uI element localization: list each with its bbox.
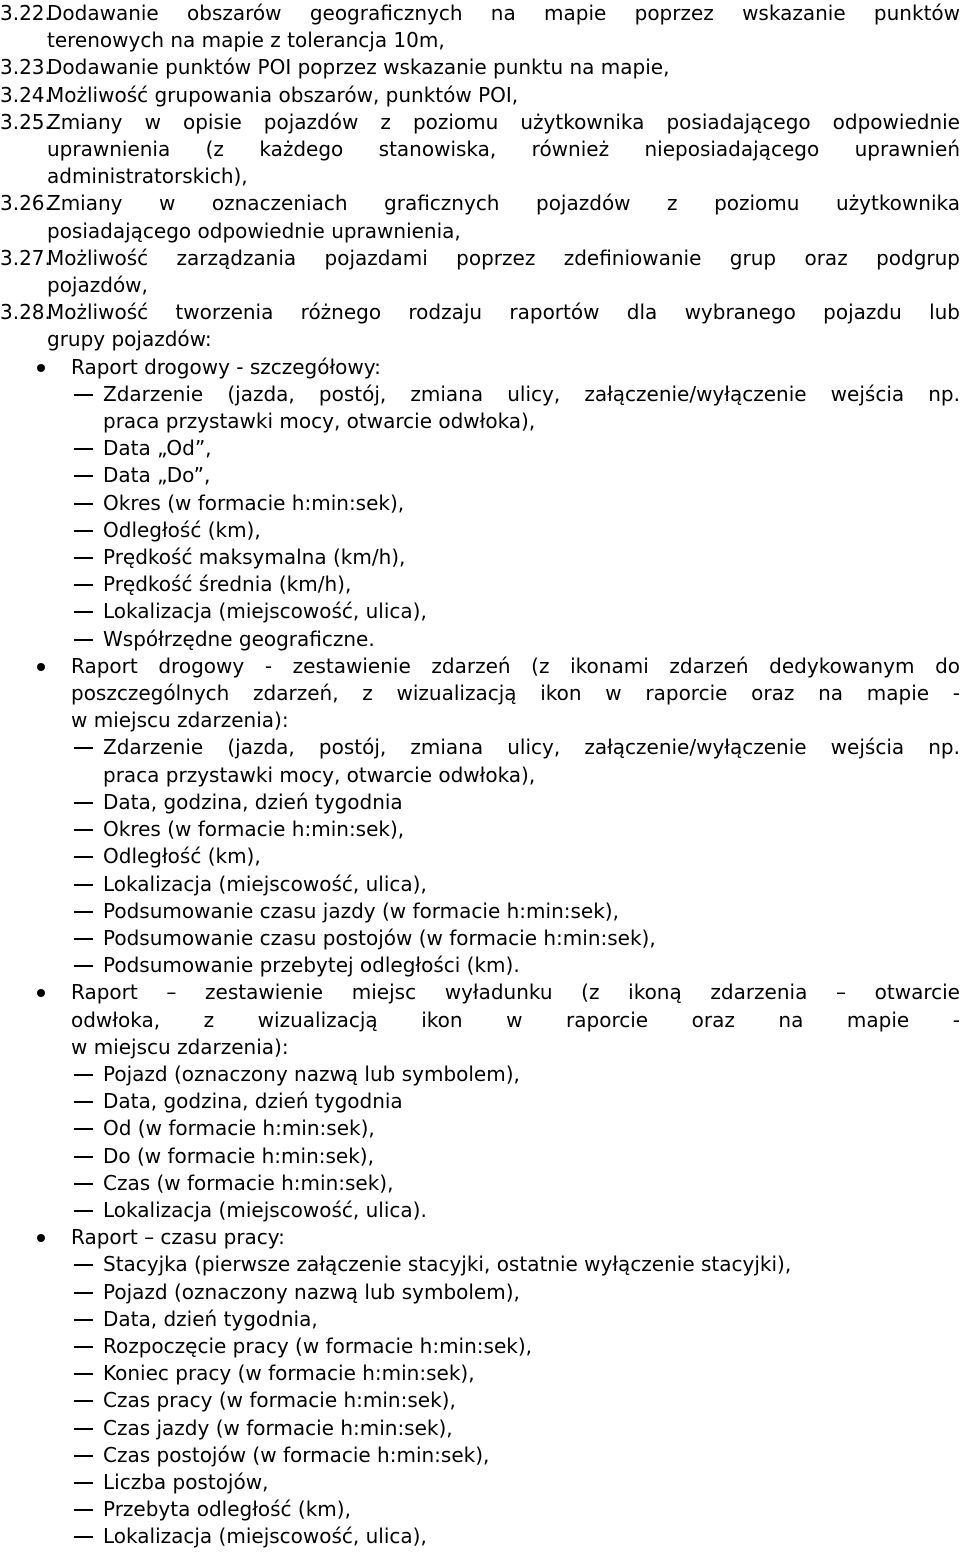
report-subitem	[0, 789, 960, 816]
dash-icon	[74, 1455, 93, 1457]
dash-icon	[74, 1101, 93, 1103]
dash-icon	[74, 448, 93, 450]
subitem-text-line: Współrzędne geograficzne.	[103, 626, 375, 651]
dash-icon	[74, 1128, 93, 1130]
subitem-text-line: Data, godzina, dzień tygodnia	[103, 789, 403, 814]
subitem-text-line: Zdarzenie (jazda, postój, zmiana ulicy, załączenie/wyłączenie wejścia np.	[103, 381, 960, 406]
report-subitem	[0, 1143, 960, 1170]
subitem-text-line: Liczba postojów,	[103, 1469, 269, 1494]
subitem-text-line: Od (w formacie h:min:sek),	[103, 1116, 375, 1141]
bullet-dot	[37, 663, 45, 671]
subitem-text-line: praca przystawki mocy, otwarcie odwłoka),	[103, 762, 536, 787]
report-subitem	[0, 1251, 960, 1278]
subitem-text-line: Prędkość średnia (km/h),	[103, 572, 352, 597]
report-subitem	[0, 898, 960, 925]
item-3-27	[0, 245, 960, 299]
item-3-22	[0, 0, 960, 54]
subitem-text-line: Pojazd (oznaczony nazwą lub symbolem),	[103, 1061, 520, 1086]
report-subitem	[0, 871, 960, 898]
report-subitem	[0, 598, 960, 625]
report-subitem	[0, 1523, 960, 1550]
dash-icon	[74, 884, 93, 886]
item-text-line: terenowych na mapie z tolerancja 10m,	[47, 28, 445, 53]
dash-icon	[74, 1400, 93, 1402]
item-3-24	[0, 82, 960, 109]
dash-icon	[74, 503, 93, 505]
report-subitem	[0, 626, 960, 653]
report-subitem	[0, 462, 960, 489]
report-title-line: poszczególnych zdarzeń, z wizualizacją ikon w raporcie oraz na mapie -	[71, 681, 960, 706]
dash-icon	[74, 1373, 93, 1375]
report-title-line: Raport drogowy - zestawienie zdarzeń (z ikonami zdarzeń dedykowanym do	[71, 653, 960, 678]
subitem-text-line: Rozpoczęcie pracy (w formacie h:min:sek),	[103, 1333, 532, 1358]
report-subitem	[0, 1469, 960, 1496]
subitem-text-line: Data, godzina, dzień tygodnia	[103, 1089, 403, 1114]
report-subitem	[0, 1442, 960, 1469]
dash-icon	[74, 475, 93, 477]
report-subitem	[0, 435, 960, 462]
report-subitem	[0, 1387, 960, 1414]
dash-icon	[74, 829, 93, 831]
report-subitem	[0, 1088, 960, 1115]
subitem-text-line: Czas (w formacie h:min:sek),	[103, 1170, 394, 1195]
item-text-line: Dodawanie obszarów geograficznych na mapie poprzez wskazanie punktów	[47, 1, 960, 25]
dash-icon	[74, 965, 93, 967]
report-bullet	[0, 354, 960, 381]
subitem-text-line: Podsumowanie czasu jazdy (w formacie h:min:sek),	[103, 898, 619, 923]
report-subitem	[0, 1333, 960, 1360]
report-subitem	[0, 734, 960, 788]
report-title: Raport drogowy - szczegółowy:	[71, 354, 381, 379]
dash-icon	[74, 747, 93, 749]
item-text-line: uprawnienia (z każdego stanowiska, również nieposiadającego uprawnień	[47, 137, 960, 162]
item-number: 3.22.	[0, 1, 51, 25]
dash-icon	[74, 1319, 93, 1321]
report-bullet	[0, 1224, 960, 1251]
dash-icon	[74, 1482, 93, 1484]
dash-icon	[74, 856, 93, 858]
report-subitem	[0, 1170, 960, 1197]
report-bullet	[0, 653, 960, 735]
item-3-28	[0, 299, 960, 353]
subitem-text-line: Odległość (km),	[103, 844, 261, 869]
dash-icon	[74, 1292, 93, 1294]
item-text-line: administratorskich),	[47, 164, 248, 189]
report-subitem	[0, 1115, 960, 1142]
subitem-text-line: Data „Do”,	[103, 463, 211, 488]
dash-icon	[74, 394, 93, 396]
dash-icon	[74, 611, 93, 613]
report-subitem	[0, 381, 960, 435]
item-3-25	[0, 109, 960, 191]
report-title: Raport – czasu pracy:	[71, 1225, 285, 1250]
dash-icon	[74, 1346, 93, 1348]
item-text-line: Możliwość tworzenia różnego rodzaju raportów dla wybranego pojazdu lub	[47, 300, 960, 325]
dash-icon	[74, 639, 93, 641]
subitem-text-line: Lokalizacja (miejscowość, ulica),	[103, 599, 427, 624]
report-title-line: Raport – zestawienie miejsc wyładunku (z ikoną zdarzenia – otwarcie	[71, 980, 960, 1005]
report-subitem	[0, 1279, 960, 1306]
item-number: 3.26.	[0, 191, 51, 216]
report-subitem	[0, 1061, 960, 1088]
item-3-23	[0, 54, 960, 81]
report-subitem	[0, 925, 960, 952]
item-number: 3.28.	[0, 300, 51, 325]
subitem-text-line: Zdarzenie (jazda, postój, zmiana ulicy, załączenie/wyłączenie wejścia np.	[103, 735, 960, 760]
dash-icon	[74, 1183, 93, 1185]
report-subitem	[0, 517, 960, 544]
subitem-text-line: Prędkość maksymalna (km/h),	[103, 545, 406, 570]
report-subitem	[0, 816, 960, 843]
report-subitem	[0, 1415, 960, 1442]
item-number: 3.27.	[0, 245, 51, 270]
dash-icon	[74, 1428, 93, 1430]
subitem-text-line: Stacyjka (pierwsze załączenie stacyjki, ostatnie wyłączenie stacyjki),	[103, 1252, 792, 1277]
item-text-line: pojazdów,	[47, 273, 148, 298]
report-subitem	[0, 490, 960, 517]
report-subitem	[0, 952, 960, 979]
subitem-text-line: Okres (w formacie h:min:sek),	[103, 817, 405, 842]
dash-icon	[74, 1210, 93, 1212]
report-title-line: w miejscu zdarzenia):	[71, 708, 289, 733]
dash-icon	[74, 911, 93, 913]
dash-icon	[74, 530, 93, 532]
subitem-text-line: Przebyta odległość (km),	[103, 1497, 351, 1522]
dash-icon	[74, 1536, 93, 1538]
dash-icon	[74, 1074, 93, 1076]
dash-icon	[74, 557, 93, 559]
dash-icon	[74, 938, 93, 940]
subitem-text-line: Pojazd (oznaczony nazwą lub symbolem),	[103, 1279, 520, 1304]
subitem-text-line: Odległość (km),	[103, 517, 261, 542]
item-number: 3.23.	[0, 55, 51, 80]
report-bullet	[0, 979, 960, 1061]
dash-icon	[74, 1156, 93, 1158]
subitem-text-line: Do (w formacie h:min:sek),	[103, 1143, 374, 1168]
subitem-text-line: Okres (w formacie h:min:sek),	[103, 490, 405, 515]
item-text-line: Zmiany w opisie pojazdów z poziomu użytkownika posiadającego odpowiednie	[47, 109, 960, 134]
dash-icon	[74, 584, 93, 586]
subitem-text-line: Podsumowanie przebytej odległości (km).	[103, 953, 520, 978]
item-text-line: Zmiany w oznaczeniach graficznych pojazdów z poziomu użytkownika	[47, 191, 960, 216]
subitem-text-line: praca przystawki mocy, otwarcie odwłoka),	[103, 409, 536, 434]
subitem-text-line: Data, dzień tygodnia,	[103, 1306, 318, 1331]
report-subitem	[0, 843, 960, 870]
subitem-text-line: Czas pracy (w formacie h:min:sek),	[103, 1388, 456, 1413]
report-subitem	[0, 1197, 960, 1224]
report-title-line: odwłoka, z wizualizacją ikon w raporcie oraz na mapie -	[71, 1007, 960, 1032]
report-title-line: w miejscu zdarzenia):	[71, 1034, 289, 1059]
item-3-26	[0, 190, 960, 244]
item-text-line: grupy pojazdów:	[47, 327, 212, 352]
report-subitem	[0, 1360, 960, 1387]
dash-icon	[74, 1509, 93, 1511]
bullet-dot	[37, 364, 45, 372]
bullet-dot	[37, 1234, 45, 1242]
report-subitem	[0, 571, 960, 598]
subitem-text-line: Koniec pracy (w formacie h:min:sek),	[103, 1361, 475, 1386]
item-text-line: Dodawanie punktów POI poprzez wskazanie punktu na mapie,	[47, 55, 670, 80]
dash-icon	[74, 802, 93, 804]
subitem-text-line: Lokalizacja (miejscowość, ulica).	[103, 1197, 427, 1222]
report-subitem	[0, 1306, 960, 1333]
item-number: 3.24.	[0, 82, 51, 107]
dash-icon	[74, 1264, 93, 1266]
subitem-text-line: Data „Od”,	[103, 436, 212, 461]
item-text-line: Możliwość zarządzania pojazdami poprzez zdefiniowanie grup oraz podgrup	[47, 245, 960, 270]
item-text-line: posiadającego odpowiednie uprawnienia,	[47, 218, 461, 243]
subitem-text-line: Lokalizacja (miejscowość, ulica),	[103, 1524, 427, 1549]
bullet-dot	[37, 989, 45, 997]
report-subitem	[0, 544, 960, 571]
subitem-text-line: Czas postojów (w formacie h:min:sek),	[103, 1442, 490, 1467]
item-text-line: Możliwość grupowania obszarów, punktów POI,	[47, 82, 519, 107]
subitem-text-line: Lokalizacja (miejscowość, ulica),	[103, 871, 427, 896]
subitem-text-line: Podsumowanie czasu postojów (w formacie h:min:sek),	[103, 925, 656, 950]
item-number: 3.25.	[0, 109, 51, 134]
report-subitem	[0, 1496, 960, 1523]
subitem-text-line: Czas jazdy (w formacie h:min:sek),	[103, 1415, 453, 1440]
